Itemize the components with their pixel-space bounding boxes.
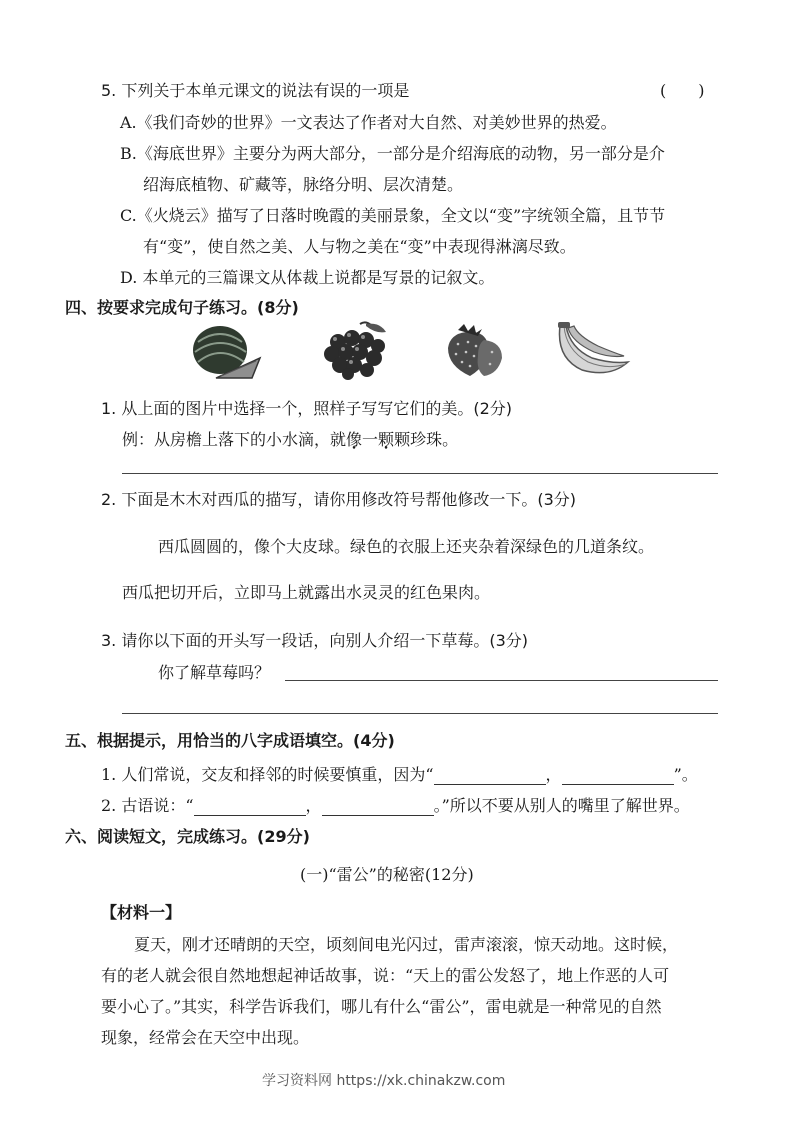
- example-dotted-char-2: 颗: [378, 430, 395, 449]
- example-prefix: 例：从房檐上落下的小水滴，就: [122, 430, 347, 449]
- q5-stem: 5. 下列关于本单元课文的说法有误的一项是: [101, 81, 410, 100]
- watermelon-passage-line1: 西瓜圆圆的，像个大皮球。绿色的衣服上还夹杂着深绿色的几道条纹。: [158, 537, 655, 556]
- example-mid: 一: [362, 430, 379, 449]
- s5q2-blank-2[interactable]: [322, 799, 434, 816]
- s5q1-comma: ，: [545, 765, 562, 784]
- section5-heading: 五、根据提示，用恰当的八字成语填空。(4分): [65, 731, 395, 750]
- reading-line-2: 有的老人就会很自然地想起神话故事，说：“天上的雷公发怒了，地上作恶的人可: [101, 966, 670, 985]
- q5-option-a: A.《我们奇妙的世界》一文表达了作者对大自然、对美妙世界的热爱。: [120, 113, 617, 132]
- material-label: 【材料一】: [101, 903, 182, 922]
- s5q2-blank-1[interactable]: [194, 799, 306, 816]
- grapes-icon: [320, 320, 396, 380]
- reading-line-1: 夏天，刚才还晴朗的天空，顷刻间电光闪过，雷声滚滚，惊天动地。这时候，: [134, 935, 679, 954]
- s5q2-prefix: 2. 古语说：“: [101, 796, 194, 815]
- watermelon-passage-line2: 西瓜把切开后，立即马上就露出水灵灵的红色果肉。: [122, 583, 491, 602]
- s5q2-suffix: 。”所以不要从别人的嘴里了解世界。: [433, 796, 690, 815]
- q3-answer-line-2[interactable]: [122, 713, 718, 714]
- reading-line-3: 要小心了。”其实，科学告诉我们，哪儿有什么“雷公”，雷电就是一种常见的自然: [101, 997, 662, 1016]
- q3-answer-line-1[interactable]: [285, 680, 718, 681]
- section5-q2: [101, 793, 690, 816]
- s5q1-prefix: 1. 人们常说，交友和择邻的时候要慎重，因为“: [101, 765, 434, 784]
- section5-q1: [101, 762, 698, 785]
- footer-watermark: 学习资料网 https://xk.chinakzw.com: [262, 1073, 506, 1089]
- section4-q3: 3. 请你以下面的开头写一段话，向别人介绍一下草莓。(3分): [101, 631, 529, 650]
- reading-subtitle: (一)“雷公”的秘密(12分): [300, 865, 474, 884]
- q1-answer-line[interactable]: [122, 473, 718, 474]
- reading-line-4: 现象，经常会在天空中出现。: [101, 1028, 310, 1047]
- q3-opening-sentence: 你了解草莓吗？: [158, 663, 271, 682]
- s5q1-blank-1[interactable]: [434, 768, 546, 785]
- watermelon-icon: [190, 322, 262, 380]
- q5-option-d: D. 本单元的三篇课文从体裁上说都是写景的记叙文。: [120, 268, 495, 287]
- q5-option-c-line2: 有“变”，使自然之美、人与物之美在“变”中表现得淋漓尽致。: [143, 237, 576, 256]
- example-dotted-char-1: 像: [346, 430, 363, 449]
- q5-answer-paren: ( ): [660, 81, 705, 100]
- q5-option-b-line1: B.《海底世界》主要分为两大部分，一部分是介绍海底的动物，另一部分是介: [120, 144, 665, 163]
- s5q1-suffix: ”。: [673, 765, 698, 784]
- section4-q1: 1. 从上面的图片中选择一个，照样子写写它们的美。(2分): [101, 399, 513, 418]
- section4-heading: 四、按要求完成句子练习。(8分): [65, 298, 299, 317]
- s5q2-comma: ，: [305, 796, 322, 815]
- example-suffix: 颗珍珠。: [394, 430, 459, 449]
- q5-option-b-line2: 绍海底植物、矿藏等，脉络分明、层次清楚。: [143, 175, 464, 194]
- strawberry-icon: [440, 322, 506, 380]
- section6-heading: 六、阅读短文，完成练习。(29分): [65, 827, 310, 846]
- banana-icon: [552, 322, 632, 378]
- section4-q2: 2. 下面是木木对西瓜的描写，请你用修改符号帮他修改一下。(3分): [101, 490, 577, 509]
- section4-q1-example: [122, 427, 458, 450]
- s5q1-blank-2[interactable]: [562, 768, 674, 785]
- q5-option-c-line1: C.《火烧云》描写了日落时晚霞的美丽景象，全文以“变”字统领全篇，且节节: [120, 206, 666, 225]
